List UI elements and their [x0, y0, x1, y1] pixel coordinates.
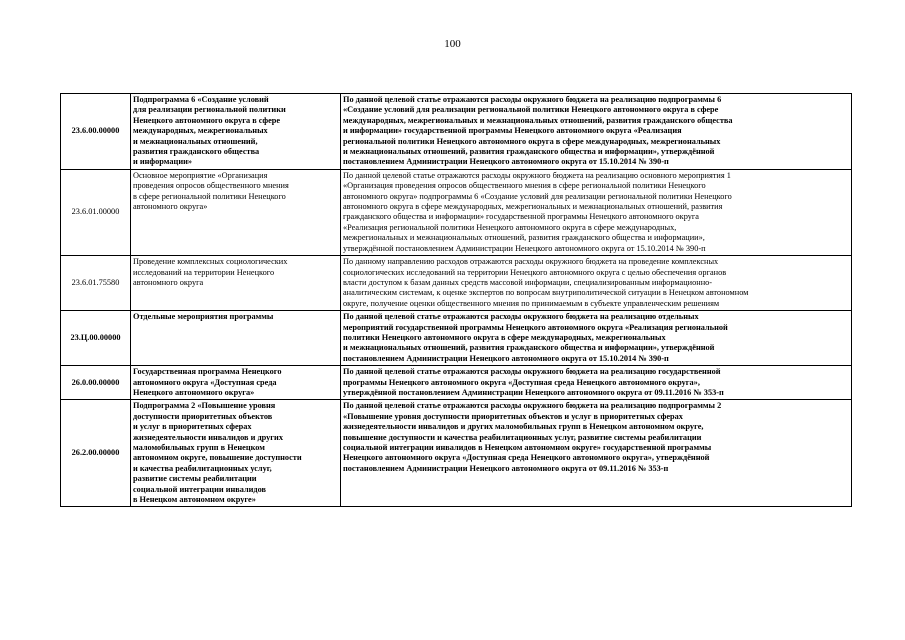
- article-name: Государственная программа Ненецкого автономного округа «Доступная среда Ненецкого автономного округа»: [131, 366, 341, 400]
- table-row: [61, 400, 852, 507]
- article-description: По данной целевой статье отражаются расходы окружного бюджета на реализацию основного мероприятия 1 «Организация проведения опросов общественного мнения в сфере региональной политики Ненецкого автономного округа» подпрограммы 6 «Создание условий для реализации региональной политики Ненецкого автономного округа в сфере международных, межрегиональных и межнациональных отношений, развития гражданского общества и информации» государственной программы Ненецкого автономного округа «Реализация региональной политики Ненецкого автономного округа в сфере международных, межрегиональных и межнациональных отношений, развития гражданского общества и информации», утверждённой постановлением Администрации Ненецкого автономного округа от 15.10.2014 № 390-п: [341, 169, 852, 255]
- table-row: [61, 366, 852, 400]
- article-name: Основное мероприятие «Организация проведения опросов общественного мнения в сфере региональной политики Ненецкого автономного округа»: [131, 169, 341, 255]
- target-article-code: 26.0.00.00000: [61, 366, 131, 400]
- article-description: По данной целевой статье отражаются расходы окружного бюджета на реализацию подпрограммы 2 «Повышение уровня доступности приоритетных объектов и услуг в приоритетных сферах жизнедеятельности инвалидов и других маломобильных групп в Ненецком автономном округе, повышение доступности и качества реабилитационных услуг, развитие системы реабилитации социальной интеграции инвалидов в Ненецком автономном округе» государственной программы Ненецкого автономного округа «Доступная среда Ненецкого автономного округа», утверждённой постановлением Администрации Ненецкого автономного округа от 09.11.2016 № 353-п: [341, 400, 852, 507]
- budget-classification-table: [60, 93, 852, 507]
- article-description: По данной целевой статье отражаются расходы окружного бюджета на реализацию отдельных мероприятий государственной программы Ненецкого автономного округа «Реализация региональной политики Ненецкого автономного округа в сфере международных, межрегиональных и межнациональных отношений, развития гражданского общества и информации», утверждённой постановлением Администрации Ненецкого автономного округа от 15.10.2014 № 390-п: [341, 311, 852, 366]
- article-name: Проведение комплексных социологических исследований на территории Ненецкого автономного округа: [131, 256, 341, 311]
- table-row: [61, 169, 852, 255]
- article-name: Подпрограмма 6 «Создание условий для реализации региональной политики Ненецкого автономного округа в сфере международных, межрегиональных и межнациональных отношений, развития гражданского общества и информации»: [131, 94, 341, 170]
- target-article-code: 23.6.00.00000: [61, 94, 131, 170]
- article-name: Отдельные мероприятия программы: [131, 311, 341, 366]
- target-article-code: 26.2.00.00000: [61, 400, 131, 507]
- table-row: [61, 311, 852, 366]
- table-row: [61, 256, 852, 311]
- table-row: [61, 94, 852, 170]
- article-name: Подпрограмма 2 «Повышение уровня доступности приоритетных объектов и услуг в приоритетных сферах жизнедеятельности инвалидов и других маломобильных групп в Ненецком автономном округе, повышение доступности и качества реабилитационных услуг, развитие системы реабилитации социальной интеграции инвалидов в Ненецком автономном округе»: [131, 400, 341, 507]
- article-description: По данной целевой статье отражаются расходы окружного бюджета на реализацию государственной программы Ненецкого автономного округа «Доступная среда Ненецкого автономного округа», утверждённой постановлением Администрации Ненецкого автономного округа от 09.11.2016 № 353-п: [341, 366, 852, 400]
- target-article-code: 23.6.01.75580: [61, 256, 131, 311]
- target-article-code: 23.Ц.00.00000: [61, 311, 131, 366]
- article-description: По данному направлению расходов отражаются расходы окружного бюджета на проведение комплексных социологических исследований на территории Ненецкого автономного округа с целью обеспечения органов власти доступом к базам данных средств массовой информации, специализированным информационно- аналитическим системам, к оценке экспертов по вопросам внутриполитической ситуации в Ненецком автономном округе, получение оценки общественного мнения по принимаемым в субъекте управленческим решениям: [341, 256, 852, 311]
- article-description: По данной целевой статье отражаются расходы окружного бюджета на реализацию подпрограммы 6 «Создание условий для реализации региональной политики Ненецкого автономного округа в сфере международных, межрегиональных и межнациональных отношений, развития гражданского общества и информации» государственной программы Ненецкого автономного округа «Реализация региональной политики Ненецкого автономного округа в сфере международных, межрегиональных и межнациональных отношений, развития гражданского общества и информации», утверждённой постановлением Администрации Ненецкого автономного округа от 15.10.2014 № 390-п: [341, 94, 852, 170]
- table-body: [61, 94, 852, 507]
- page-number: 100: [444, 38, 461, 50]
- target-article-code: 23.6.01.00000: [61, 169, 131, 255]
